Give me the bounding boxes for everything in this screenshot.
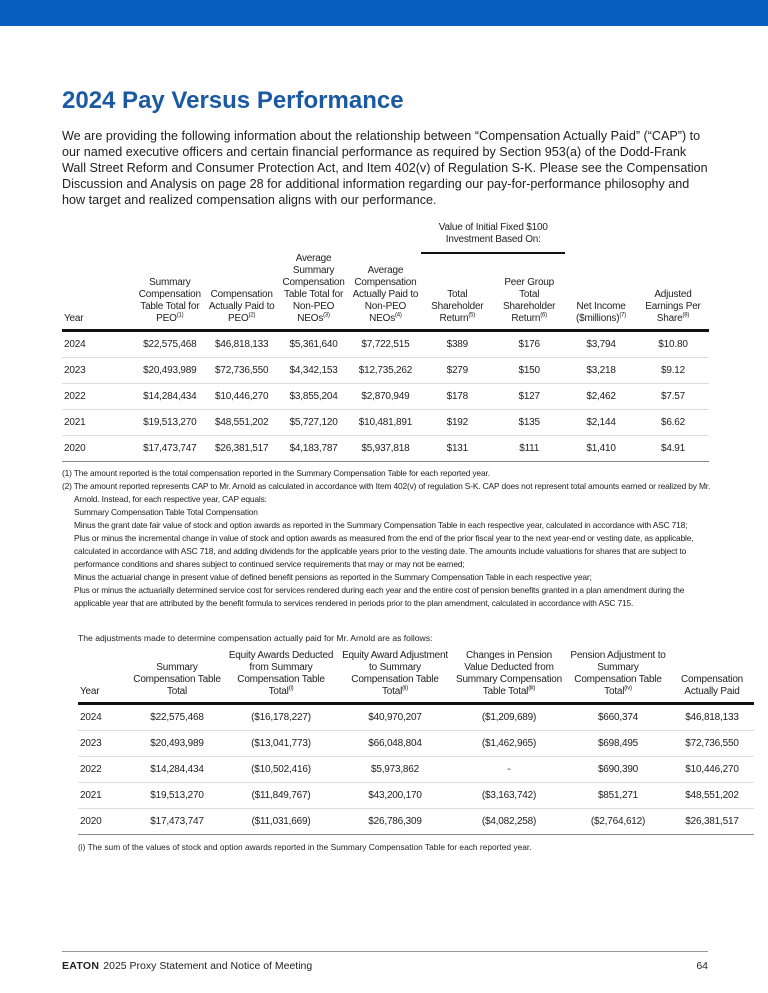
value-cell: $4.91 xyxy=(637,436,709,462)
value-cell: $178 xyxy=(421,384,493,410)
column-header xyxy=(493,253,565,331)
header-label: Compensation Actually Paid xyxy=(680,674,744,697)
year-cell: 2023 xyxy=(78,731,130,757)
value-cell: $3,218 xyxy=(565,358,637,384)
value-cell: $48,551,202 xyxy=(670,783,754,809)
group-header: Value of Initial Fixed $100 Investment Based On: xyxy=(421,222,565,253)
pay-versus-performance-table xyxy=(62,222,709,462)
table-row xyxy=(62,358,709,384)
cap-adjustments-table xyxy=(78,650,754,835)
column-header xyxy=(566,650,670,704)
page-title: 2024 Pay Versus Performance xyxy=(62,87,404,114)
header-label: Changes in Pension Value Deducted from Summary Compensation Table Total xyxy=(455,650,563,697)
value-cell: $851,271 xyxy=(566,783,670,809)
footnote-ref: (4) xyxy=(395,312,402,319)
column-header xyxy=(452,650,566,704)
header-label: Adjusted Earnings Per Share xyxy=(645,289,701,324)
column-header xyxy=(130,650,224,704)
value-cell: $176 xyxy=(493,331,565,358)
value-cell: ($13,041,773) xyxy=(224,731,338,757)
value-cell: $19,513,270 xyxy=(130,783,224,809)
value-cell: $22,575,468 xyxy=(130,704,224,731)
value-cell: $698,495 xyxy=(566,731,670,757)
value-cell: - xyxy=(452,757,566,783)
column-header xyxy=(421,253,493,331)
value-cell: ($1,209,689) xyxy=(452,704,566,731)
table-row xyxy=(78,783,754,809)
value-cell: $6.62 xyxy=(637,410,709,436)
cap-component: Minus the grant date fair value of stock and option awards as reported in the Summary Compensation Table in each respective year, calculated in accordance with ASC 718; xyxy=(74,520,688,530)
footnote-ref: (2) xyxy=(248,312,256,319)
footnote-ref: (iv) xyxy=(624,685,632,692)
value-cell: $279 xyxy=(421,358,493,384)
page-footer xyxy=(62,951,708,973)
column-header xyxy=(134,253,206,331)
value-cell: ($11,031,669) xyxy=(224,809,338,835)
value-cell: $10,446,270 xyxy=(670,757,754,783)
header-label: Total Shareholder Return xyxy=(431,289,484,324)
footnote-2: (2) The amount reported represents CAP to Mr. Arnold as calculated in accordance with Item 402(v) of regulation S-K. CAP does not represent total amounts earned or realized by Mr. Arnold. Instead, for each respective year, CAP equals: xyxy=(62,481,711,504)
value-cell: $20,493,989 xyxy=(130,731,224,757)
value-cell: $72,736,550 xyxy=(670,731,754,757)
year-cell: 2021 xyxy=(62,410,134,436)
column-header xyxy=(565,253,637,331)
footnote-ref: (7) xyxy=(619,312,627,319)
value-cell: ($1,462,965) xyxy=(452,731,566,757)
value-cell: $26,381,517 xyxy=(206,436,278,462)
value-cell: $17,473,747 xyxy=(134,436,206,462)
value-cell: $660,374 xyxy=(566,704,670,731)
value-cell: $66,048,804 xyxy=(338,731,452,757)
year-cell: 2023 xyxy=(62,358,134,384)
header-label: Compensation Actually Paid to PEO xyxy=(208,289,275,324)
header-label: Year xyxy=(64,313,84,324)
value-cell: $10.80 xyxy=(637,331,709,358)
column-header xyxy=(637,253,709,331)
table-row xyxy=(62,384,709,410)
value-cell: $20,493,989 xyxy=(134,358,206,384)
value-cell: ($11,849,767) xyxy=(224,783,338,809)
value-cell: $150 xyxy=(493,358,565,384)
header-label: Average Summary Compensation Table Total for Non-PEO NEOs xyxy=(282,253,345,324)
value-cell: ($10,502,416) xyxy=(224,757,338,783)
value-cell: $4,183,787 xyxy=(278,436,350,462)
value-cell: $46,818,133 xyxy=(670,704,754,731)
header-label: Average Compensation Actually Paid to Non-PEO NEOs xyxy=(352,265,419,324)
cap-component: Summary Compensation Table Total Compensation xyxy=(74,507,258,517)
column-header xyxy=(338,650,452,704)
cap-component: Plus or minus the actuarially determined service cost for services rendered during each year and the entire cost of pension benefits granted in a plan amendment during the applicable year that are attributed by the benefit formula to services rendered in periods prior to the plan amendment, calculated in accordance with ASC 715. xyxy=(74,585,685,608)
value-cell: $14,284,434 xyxy=(134,384,206,410)
value-cell: $690,390 xyxy=(566,757,670,783)
value-cell: $46,818,133 xyxy=(206,331,278,358)
header-label: Net Income ($millions) xyxy=(576,301,626,324)
footnote-ref: (i) xyxy=(288,685,294,692)
value-cell: $17,473,747 xyxy=(130,809,224,835)
footer-text: 2025 Proxy Statement and Notice of Meeting xyxy=(103,960,313,972)
year-cell: 2021 xyxy=(78,783,130,809)
column-header xyxy=(278,253,350,331)
footnote-ref: (6) xyxy=(540,312,547,319)
header-label: Summary Compensation Table Total xyxy=(133,662,221,697)
header-label: Equity Award Adjustment to Summary Compensation Table Total xyxy=(342,650,448,697)
table-row xyxy=(62,436,709,462)
year-cell: 2020 xyxy=(78,809,130,835)
column-header xyxy=(670,650,754,704)
column-header xyxy=(62,253,134,331)
value-cell: ($2,764,612) xyxy=(566,809,670,835)
table-row xyxy=(62,331,709,358)
year-cell: 2022 xyxy=(62,384,134,410)
value-cell: $5,727,120 xyxy=(278,410,350,436)
cap-component: Plus or minus the incremental change in value of stock and option awards as measured from the end of the prior fiscal year to the next year-end or vesting date, as applicable, calculated in accordance with ASC 718, and adding dividends for the applicable years prior to the vesting date. The amounts include valuations for shares that are subject to performance conditions and shares subject to continued service requirements that may or may not be earned; xyxy=(74,533,694,569)
eaton-logo: EATON xyxy=(62,960,100,972)
footnotes xyxy=(62,467,712,610)
value-cell: $3,855,204 xyxy=(278,384,350,410)
value-cell: $131 xyxy=(421,436,493,462)
value-cell: ($3,163,742) xyxy=(452,783,566,809)
footnote-ref: (iii) xyxy=(528,685,536,692)
value-cell: $2,144 xyxy=(565,410,637,436)
intro-paragraph: We are providing the following information about the relationship between “Compensation Actually Paid” (“CAP”) to our named executive officers and certain financial performance as required by Section 953(a) of the Dodd-Frank Wall Street Reform and Consumer Protection Act, and Item 402(v) of Regulation S-K. Please see the Compensation Discussion and Analysis on page 28 for additional information regarding our pay-for-performance philosophy and how target and realized compensation aligns with our performance. xyxy=(62,129,708,207)
year-cell: 2024 xyxy=(62,331,134,358)
adjustments-intro: The adjustments made to determine compensation actually paid for Mr. Arnold are as follows: xyxy=(78,633,433,643)
value-cell: $43,200,170 xyxy=(338,783,452,809)
value-cell: $48,551,202 xyxy=(206,410,278,436)
page-number: 64 xyxy=(696,960,708,972)
value-cell: $12,735,262 xyxy=(350,358,422,384)
value-cell: $14,284,434 xyxy=(130,757,224,783)
column-header xyxy=(206,253,278,331)
footnote-1: (1) The amount reported is the total compensation reported in the Summary Compensation Table for each reported year. xyxy=(62,468,490,478)
value-cell: $3,794 xyxy=(565,331,637,358)
value-cell: $192 xyxy=(421,410,493,436)
value-cell: $111 xyxy=(493,436,565,462)
footnote-ref: (8) xyxy=(682,312,690,319)
column-header xyxy=(224,650,338,704)
value-cell: $389 xyxy=(421,331,493,358)
header-label: Year xyxy=(80,686,100,697)
value-cell: $127 xyxy=(493,384,565,410)
value-cell: $72,736,550 xyxy=(206,358,278,384)
header-label: Pension Adjustment to Summary Compensation Table Total xyxy=(570,650,666,697)
value-cell: $26,786,309 xyxy=(338,809,452,835)
table-row xyxy=(62,410,709,436)
footnote-ref: (1) xyxy=(176,312,184,319)
header-label: Equity Awards Deducted from Summary Compensation Table Total xyxy=(228,650,334,697)
header-label: Summary Compensation Table Total for PEO xyxy=(138,277,201,324)
value-cell: $7,722,515 xyxy=(350,331,422,358)
year-cell: 2022 xyxy=(78,757,130,783)
value-cell: $10,481,891 xyxy=(350,410,422,436)
value-cell: $5,361,640 xyxy=(278,331,350,358)
value-cell: $26,381,517 xyxy=(670,809,754,835)
top-banner xyxy=(0,0,768,26)
value-cell: $10,446,270 xyxy=(206,384,278,410)
cap-component: Minus the actuarial change in present value of defined benefit pensions as reported in the Summary Compensation Table in each respective year; xyxy=(74,572,592,582)
table-row xyxy=(78,809,754,835)
column-header xyxy=(78,650,130,704)
value-cell: $5,973,862 xyxy=(338,757,452,783)
header-label: Peer Group Total Shareholder Return xyxy=(503,277,556,324)
value-cell: $5,937,818 xyxy=(350,436,422,462)
table-row xyxy=(78,731,754,757)
year-cell: 2024 xyxy=(78,704,130,731)
table-footnote-i: (i) The sum of the values of stock and option awards reported in the Summary Compensation Table for each reported year. xyxy=(78,842,532,852)
value-cell: $135 xyxy=(493,410,565,436)
table-row xyxy=(78,704,754,731)
year-cell: 2020 xyxy=(62,436,134,462)
value-cell: ($4,082,258) xyxy=(452,809,566,835)
value-cell: $7.57 xyxy=(637,384,709,410)
footnote-ref: (3) xyxy=(323,312,330,319)
footnote-ref: (ii) xyxy=(402,685,408,692)
value-cell: $2,870,949 xyxy=(350,384,422,410)
table-row xyxy=(78,757,754,783)
value-cell: $4,342,153 xyxy=(278,358,350,384)
column-header xyxy=(350,253,422,331)
value-cell: $22,575,468 xyxy=(134,331,206,358)
footnote-ref: (5) xyxy=(468,312,476,319)
value-cell: ($16,178,227) xyxy=(224,704,338,731)
value-cell: $9.12 xyxy=(637,358,709,384)
value-cell: $40,970,207 xyxy=(338,704,452,731)
value-cell: $19,513,270 xyxy=(134,410,206,436)
value-cell: $2,462 xyxy=(565,384,637,410)
value-cell: $1,410 xyxy=(565,436,637,462)
